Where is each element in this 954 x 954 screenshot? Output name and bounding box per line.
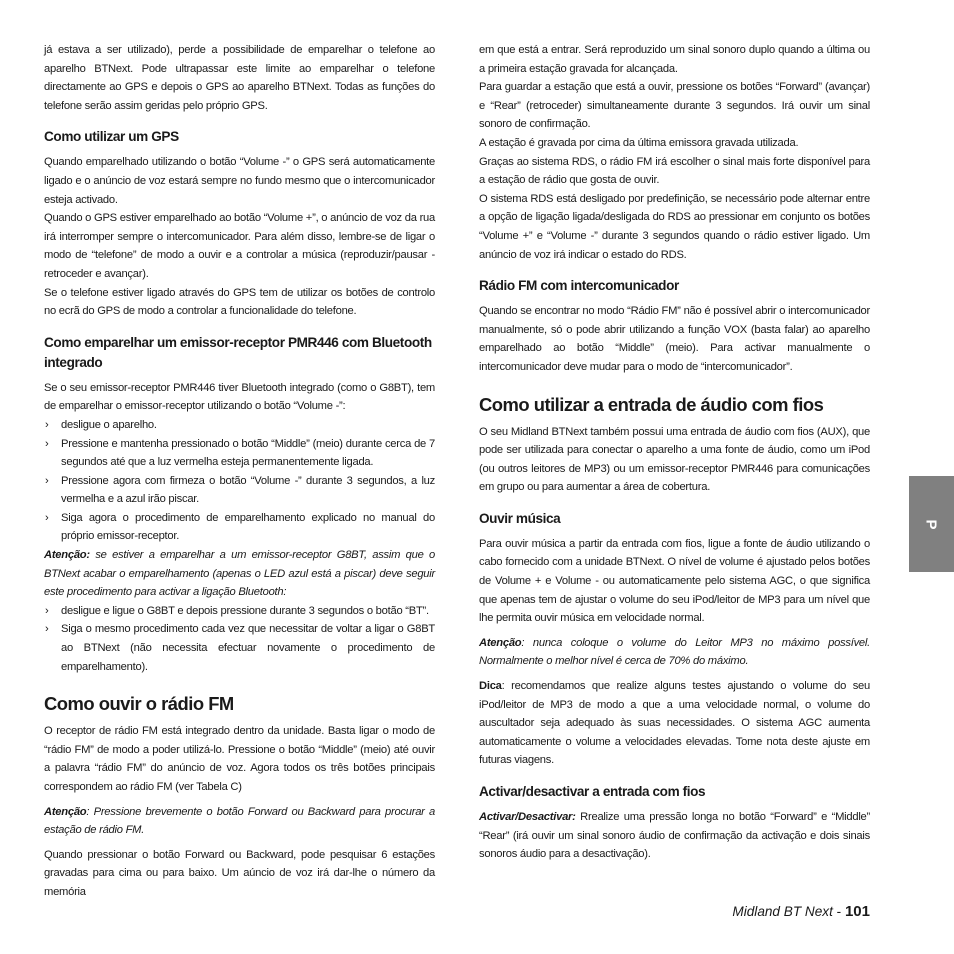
pmr-heading: Como emparelhar um emissor-receptor PMR446 com Bluetooth integrado <box>44 334 432 370</box>
radio-cont-paragraph-3: A estação é gravada por cima da última emissora gravada utilizada. <box>479 136 799 149</box>
note-text: se estiver a emparelhar a um emissor-receptor G8BT, assim que o BTNext acabar o emparelhamento (apenas o LED azul está a piscar) deve seguir este procedimento para activar a ligação Bluetooth: <box>44 549 435 599</box>
gps-paragraph-3: Se o telefone estiver ligado através do GPS tem de utilizar os botões de controlo no ecrã do GPS de modo a controlar a funcionalidade do telefone. <box>44 286 435 318</box>
music-paragraph: Para ouvir música a partir da entrada com fios, ligue a fonte de áudio utilizando o cabo fornecido com a unidade BTNext. O nível de volume é ajustado pelos botões de Volume + e Volume - ou automaticamente pelo sistema AGC, o que significa que apenas tem de ajustar o volume do seu iPod/leitor de MP3 para um nível que lhe permita ouvir música em velocidade normal. <box>479 537 870 625</box>
activate-text: Rrealize uma pressão longa no botão “Forward” e “Middle” “Rear” (irá ouvir um sinal sonoro áudio de confirmação da activação e dois sinais sonoros áudio para a desactivação). <box>479 811 870 861</box>
note-text: : nunca coloque o volume do Leitor MP3 no máximo possível. Normalmente o melhor nível é cerca de 70% do máximo. <box>479 636 870 668</box>
list-item: › Pressione agora com firmeza o botão “Volume -” durante 3 segundos, a luz vermelha e a azul irão piscar. <box>44 472 435 509</box>
list-item: › Pressione e mantenha pressionado o botão “Middle” (meio) durante cerca de 7 segundos até que a luz vermelha esteja permanentemente ligada. <box>44 435 435 472</box>
radio-cont-paragraph-1: em que está a entrar. Será reproduzido um sinal sonoro duplo quando a última ou a primeira estação gravada for alcançada. <box>479 44 870 75</box>
radio-cont-paragraph-2: Para guardar a estação que está a ouvir, pressione os botões “Forward” (avançar) e “Rear” (retroceder) simultaneamente durante 3 segundos. Irá ouvir um sinal sonoro de confirmação. <box>479 81 870 131</box>
gps-paragraph-1: Quando emparelhado utilizando o botão “Volume -” o GPS será automaticamente ligado e o anúncio de voz estará sempre no fundo mesmo que o intercomunicador esteja activado. <box>44 156 435 206</box>
note-label: Atenção: <box>44 549 90 562</box>
intro-paragraph: já estava a ser utilizado), perde a possibilidade de emparelhar o telefone ao aparelho BTNext. Pode ultrapassar este limite ao emparelhar o telefone directamente ao GPS e depois o GPS ao aparelho BTNext. Todas as funções do telefone serão assim geridas pelo próprio GPS. <box>44 44 435 112</box>
activate-paragraph <box>479 808 870 864</box>
tip-text: : recomendamos que realize alguns testes ajustando o volume do seu iPod/leitor de MP3 de modo a que a uma velocidade normal, o volume do auscultador seja adequado às suas necessidades. O sistema AGC aumenta automaticamente o volume a velocidades elevadas. Tome nota deste ajuste em futuras viagens. <box>479 680 870 767</box>
pmr-paragraph: Se o seu emissor-receptor PMR446 tiver Bluetooth integrado (como o G8BT), tem de emparelhar o emissor-receptor utilizando o botão “Volume -”: <box>44 381 435 413</box>
right-column <box>479 41 870 864</box>
aux-paragraph: O seu Midland BTNext também possui uma entrada de áudio com fios (AUX), que pode ser utilizada para conectar o aparelho a uma fonte de áudio, como um iPod (ou outros leitores de MP3) ou um emissor-receptor PMR446 para comunicações em grupo ou para aumentar a área de cobertura. <box>479 425 870 494</box>
tip-label: Dica <box>479 680 502 693</box>
note-label: Atenção <box>479 636 522 649</box>
language-tab <box>909 476 954 572</box>
language-tab-label: P <box>922 518 940 530</box>
footer-separator: - <box>832 904 845 919</box>
list-item: › desligue e ligue o G8BT e depois pressione durante 3 segundos o botão “BT”. <box>44 602 435 621</box>
radio-paragraph-2: Quando pressionar o botão Forward ou Backward, pode pesquisar 6 estações gravadas para cima ou para baixo. Um aúncio de voz irá dar-lhe o número da memória <box>44 848 435 898</box>
intercom-paragraph: Quando se encontrar no modo “Rádio FM” não é possível abrir o intercomunicador manualmente, só o pode abrir utilizando a função VOX (basta falar) ao aparelho emparelhado ao botão “Middle” (meio). Para activar manualmente o intercomunicador deve mudar para o modo de “intercomunicador”. <box>479 305 870 373</box>
pmr-steps-list-2 <box>44 602 435 676</box>
left-column <box>44 41 435 902</box>
gps-paragraph-2: Quando o GPS estiver emparelhado ao botão “Volume +”, o anúncio de voz da rua irá interromper sempre o intercomunicador. Para além disso, lembre-se de ligar o modo de “telefone” de modo a ouvir e a controlar a música (reproduzir/pausar - retroceder e avançar). <box>44 212 435 280</box>
page-number: 101 <box>844 903 870 920</box>
radio-heading: Como ouvir o rádio FM <box>44 693 234 715</box>
list-item: › Siga o mesmo procedimento cada vez que necessitar de voltar a ligar o G8BT ao BTNext (não necessita efectuar novamente o procedimento de emparelhamento). <box>44 620 435 676</box>
music-note <box>479 634 870 671</box>
radio-cont-paragraph-5: O sistema RDS está desligado por predefinição, se necessário pode alternar entre a opção de ligação ligada/desligada do RDS ao pressionar em conjunto os botões “Volume +” e “Volume -” durante 3 segundos quando o rádio estiver ligado. Um anúncio de voz irá indicar o estado do RDS. <box>479 192 870 261</box>
radio-note <box>44 803 435 840</box>
tip-paragraph <box>479 677 870 770</box>
activate-heading: Activar/desactivar a entrada com fios <box>479 784 706 799</box>
aux-heading: Como utilizar a entrada de áudio com fios <box>479 393 824 415</box>
intercom-heading: Rádio FM com intercomunicador <box>479 278 679 294</box>
gps-heading: Como utilizar um GPS <box>44 129 179 145</box>
list-item: › Siga agora o procedimento de emparelhamento explicado no manual do próprio emissor-receptor. <box>44 509 435 546</box>
pmr-note <box>44 546 435 602</box>
radio-paragraph-1: O receptor de rádio FM está integrado dentro da unidade. Basta ligar o modo de “rádio FM” de modo a poder utilizá-lo. Pressione o botão “Middle” (meio) até ouvir a palavra “rádio FM” do anúncio de voz. Agora todos os três botões principais correspondem ao rádio FM (ver Tabela C) <box>44 725 435 793</box>
note-label: Atenção <box>44 805 87 818</box>
note-text: : Pressione brevemente o botão Forward ou Backward para procurar a estação de rádio FM. <box>44 805 435 837</box>
radio-cont-paragraph-4: Graças ao sistema RDS, o rádio FM irá escolher o sinal mais forte disponível para a estação de rádio que gosta de ouvir. <box>479 155 870 187</box>
music-heading: Ouvir música <box>479 510 561 526</box>
footer-product: Midland BT Next <box>732 904 833 919</box>
list-item: › desligue o aparelho. <box>44 416 435 435</box>
pmr-steps-list <box>44 416 435 546</box>
activate-label: Activar/Desactivar: <box>479 811 576 823</box>
page-footer <box>700 902 870 922</box>
